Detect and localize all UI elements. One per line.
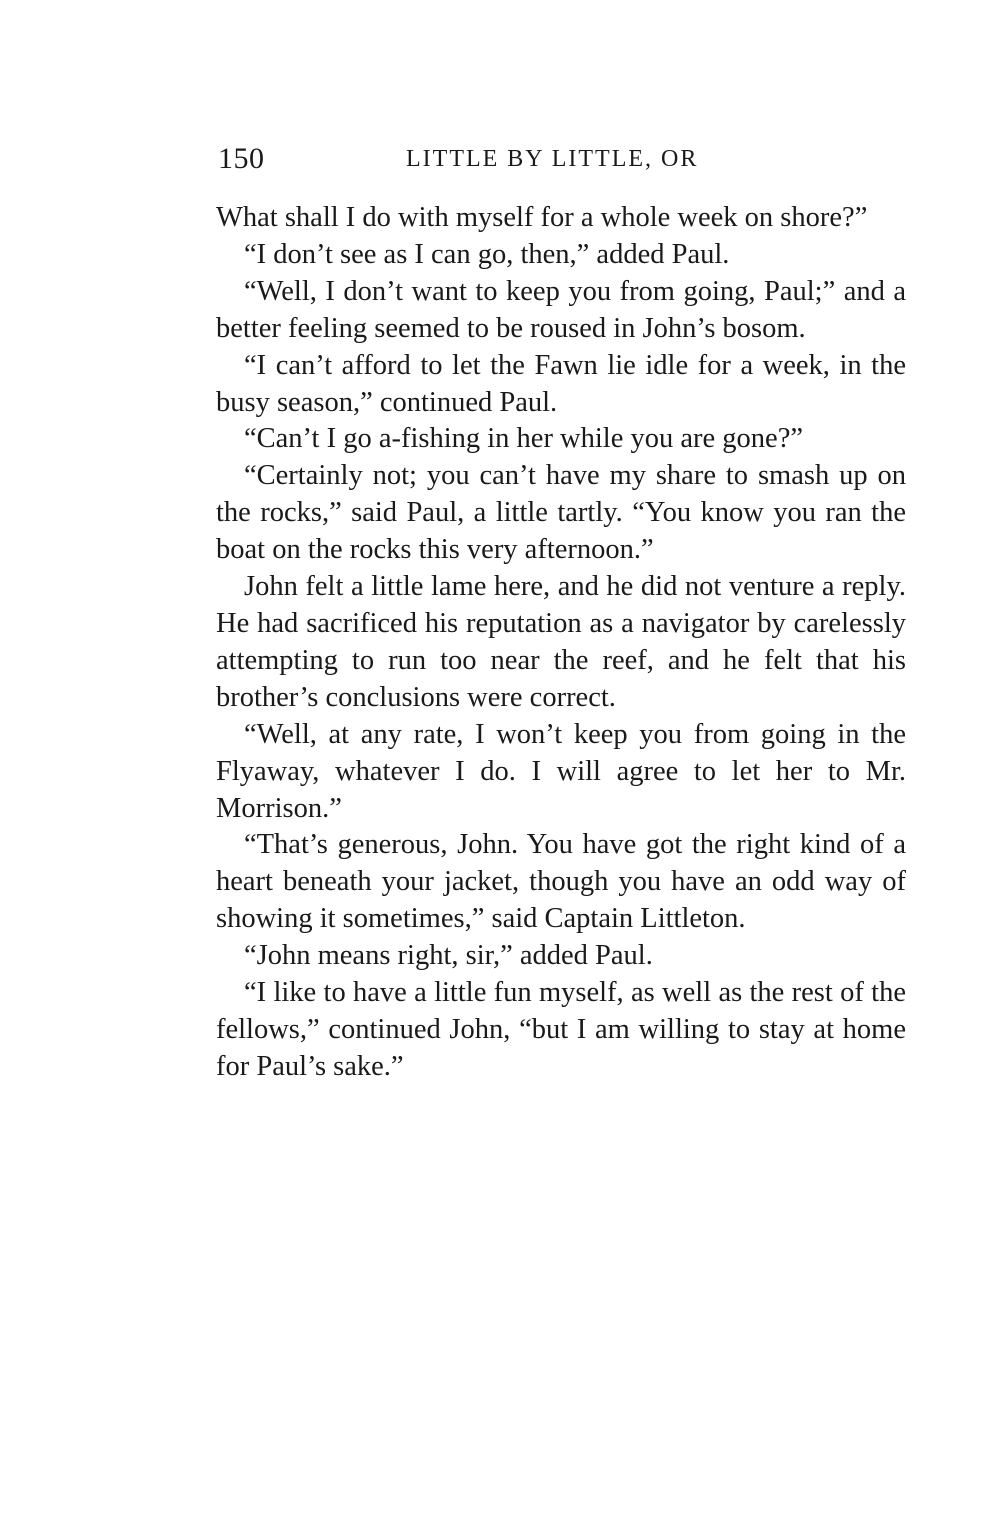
paragraph-10: “John means right, sir,” added Paul. bbox=[244, 940, 653, 972]
body-text bbox=[216, 200, 906, 1086]
paragraph-9: “That’s generous, John. You have got the right kind of a heart beneath your jacket, though you have an odd way of showing it sometimes,” said Captain Littleton. bbox=[216, 829, 906, 935]
running-head bbox=[218, 142, 908, 182]
paragraph-4: “I can’t afford to let the Fawn lie idle for a week, in the busy season,” continued Paul. bbox=[216, 349, 906, 418]
paragraph-7: John felt a little lame here, and he did not venture a reply. He had sacrificed his reputation as a navigator by carelessly attempting to run too near the reef, and he felt that his brother’s conclusions were correct. bbox=[216, 571, 906, 713]
paragraph-2: “I don’t see as I can go, then,” added Paul. bbox=[244, 238, 730, 270]
paragraph-3: “Well, I don’t want to keep you from going, Paul;” and a better feeling seemed to be roused in John’s bosom. bbox=[216, 275, 906, 344]
paragraph-1: What shall I do with myself for a whole week on shore?” bbox=[216, 202, 868, 233]
page-number: 150 bbox=[218, 142, 265, 175]
paragraph-6: “Certainly not; you can’t have my share to smash up on the rocks,” said Paul, a little tartly. “You know you ran the boat on the rocks this very afternoon.” bbox=[216, 460, 906, 566]
paragraph-8: “Well, at any rate, I won’t keep you from going in the Flyaway, whatever I do. I will agree to let her to Mr. Morrison.” bbox=[216, 718, 906, 824]
running-title: LITTLE BY LITTLE, OR bbox=[406, 146, 699, 172]
paragraph-5: “Can’t I go a-fishing in her while you are gone?” bbox=[244, 423, 803, 455]
paragraph-11: “I like to have a little fun myself, as well as the rest of the fellows,” continued John, “but I am willing to stay at home for Paul’s sake.” bbox=[216, 977, 906, 1082]
